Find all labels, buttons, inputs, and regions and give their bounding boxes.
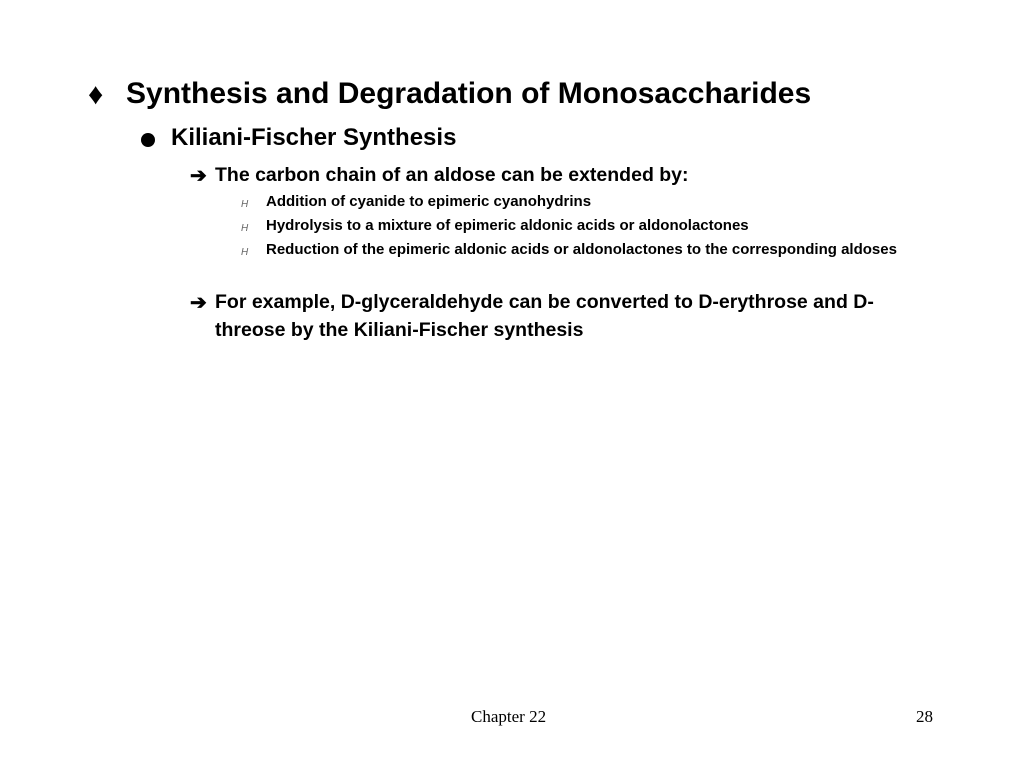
footer-chapter: Chapter 22: [471, 707, 547, 726]
point-text: For example, D-glyceraldehyde can be converted to D-erythrose and D-threose by the Kiliani-Fischer synthesis: [215, 291, 874, 341]
subpoint-text: Addition of cyanide to epimeric cyanohydrins: [266, 193, 592, 210]
disc-bullet-icon: [141, 133, 155, 147]
arrow-bullet-icon: ➔: [190, 165, 207, 187]
subheading: Kiliani-Fischer Synthesis: [171, 124, 457, 151]
slide-heading: Synthesis and Degradation of Monosaccharides: [126, 77, 812, 110]
subpoint-text: Reduction of the epimeric aldonic acids or aldonolactones to the corresponding aldoses: [266, 241, 897, 258]
sub-bullet-icon: H: [241, 223, 249, 234]
sub-bullet-icon: H: [241, 247, 249, 258]
point-text: The carbon chain of an aldose can be extended by:: [215, 164, 689, 186]
diamond-bullet-icon: ♦: [88, 78, 104, 111]
page-number: 28: [916, 707, 933, 726]
sub-bullet-icon: H: [241, 199, 249, 210]
arrow-bullet-icon: ➔: [190, 292, 207, 314]
subpoint-text: Hydrolysis to a mixture of epimeric aldonic acids or aldonolactones: [266, 217, 749, 234]
